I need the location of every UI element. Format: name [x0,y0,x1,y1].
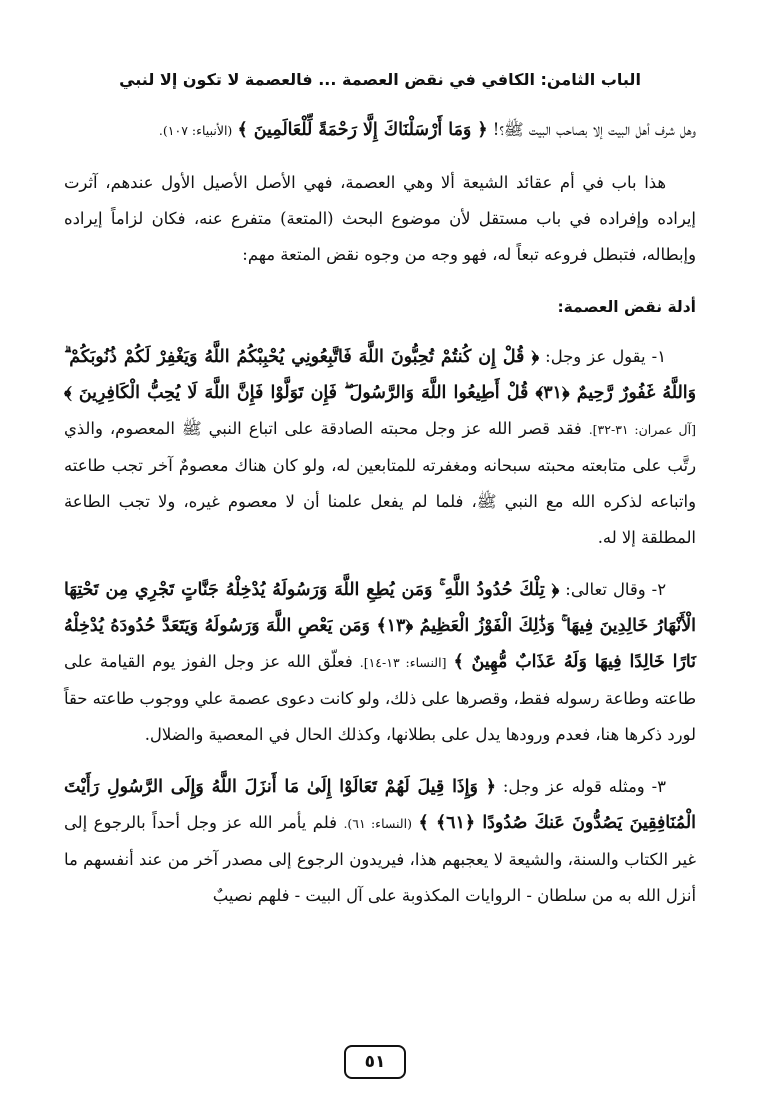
page-number-box [344,1045,406,1079]
verse-reference: [آل عمران: ٣١-٣٢]. [588,422,696,437]
running-header: الباب الثامن: الكافي في نقض العصمة ... فالعصمة لا تكون إلا لنبي [119,70,641,89]
verse-reference: (الأنبياء: ١٠٧). [158,123,233,138]
page-number: ٥١ [364,1052,386,1072]
intro-text: وهل شرف أهل البيت إلا بصاحب البيت ﷺ؟! [487,120,696,139]
item-lead: ٢- وقال تعالى: [559,580,666,599]
quran-verse: ﴿ وَمَا أَرْسَلْنَاكَ إِلَّا رَحْمَةً لِّلْعَالَمِينَ ﴾ [237,120,488,140]
paragraph: هذا باب في أم عقائد الشيعة ألا وهي العصمة، فهي الأصل الأصيل الأول عندهم، آثرت إيراده وإفراده في باب مستقل لأن موضوع البحث (المتعة) متفرع عنه، فكان لزاماً إيراده وإبطاله، فتبطل فروعه تبعاً له، فهو وجه من وجوه نقض المتعة مهم: [64,173,696,264]
verse-reference: [النساء: ١٣-١٤]. [359,655,447,670]
intro-paragraph [64,112,696,149]
page-body [64,112,696,930]
item-body: فقد قصر الله عز وجل محبته الصادقة على اتباع النبي ﷺ المعصوم، والذي رتَّب على متابعته محبته سبحانه ومغفرته للمتابعين له، ولو كان هناك معصومٌ آخر تجب طاعته واتباعه لذكره الله مع النبي ﷺ، فلما لم يفعل علمنا أن لا معصوم غيره، ولا تجب الطاعة المطلقة إلا له. [64,419,696,547]
evidence-item-3 [64,769,696,914]
quran-verse: ﴿ تِلْكَ حُدُودُ اللَّهِ ۚ وَمَن يُطِعِ اللَّهَ وَرَسُولَهُ يُدْخِلْهُ جَنَّاتٍ تَجْرِي مِن تَحْتِهَا الْأَنْهَارُ خَالِدِينَ فِيهَا ۚ وَذَٰلِكَ الْفَوْزُ الْعَظِيمُ ﴿١٣﴾ وَمَن يَعْصِ اللَّهَ وَرَسُولَهُ وَيَتَعَدَّ حُدُودَهُ يُدْخِلْهُ نَارًا خَالِدًا فِيهَا وَلَهُ عَذَابٌ مُّهِينٌ ﴾ [64,580,697,672]
verse-reference: (النساء: ٦١). [343,816,412,831]
section-heading: أدلة نقض العصمة: [557,298,696,316]
evidence-item-1 [64,339,696,556]
evidence-item-2 [64,572,696,753]
item-lead: ١- يقول عز وجل: [539,347,666,366]
quran-verse: ﴿ قُلْ إِن كُنتُمْ تُحِبُّونَ اللَّهَ فَاتَّبِعُونِي يُحْبِبْكُمُ اللَّهُ وَيَغْفِرْ لَكُمْ ذُنُوبَكُمْ ۗ وَاللَّهُ غَفُورٌ رَّحِيمٌ ﴿٣١﴾ قُلْ أَطِيعُوا اللَّهَ وَالرَّسُولَ ۖ فَإِن تَوَلَّوْا فَإِنَّ اللَّهَ لَا يُحِبُّ الْكَافِرِينَ ﴾ [64,347,696,403]
item-body: فلم يأمر الله عز وجل أحداً بالرجوع إلى غير الكتاب والسنة، والشيعة لا يعجبهم هذا، فيريدون الرجوع إلى مصدر آخر من عند أنفسهم ما أنزل الله به من سلطان - الروايات المكذوبة على آل البيت - فلهم نصيبٌ [64,813,696,905]
quran-verse: ﴿ وَإِذَا قِيلَ لَهُمْ تَعَالَوْا إِلَىٰ مَا أَنزَلَ اللَّهُ وَإِلَى الرَّسُولِ رَأَيْتَ الْمُنَافِقِينَ يَصُدُّونَ عَنكَ صُدُودًا ﴿٦١﴾ ﴾ [64,777,696,833]
item-body: فعلّق الله عز وجل الفوز يوم القيامة على طاعته وطاعة رسوله فقط، وقصرها على ذلك، ولو كانت دعوى عصمة علي ووجوب طاعته حقاً لورد ذكرها هنا، فعدم ورودها يدل على بطلانها، وكذلك الحال في المعصية والضلال. [64,652,696,744]
item-lead: ٣- ومثله قوله عز وجل: [495,777,666,796]
